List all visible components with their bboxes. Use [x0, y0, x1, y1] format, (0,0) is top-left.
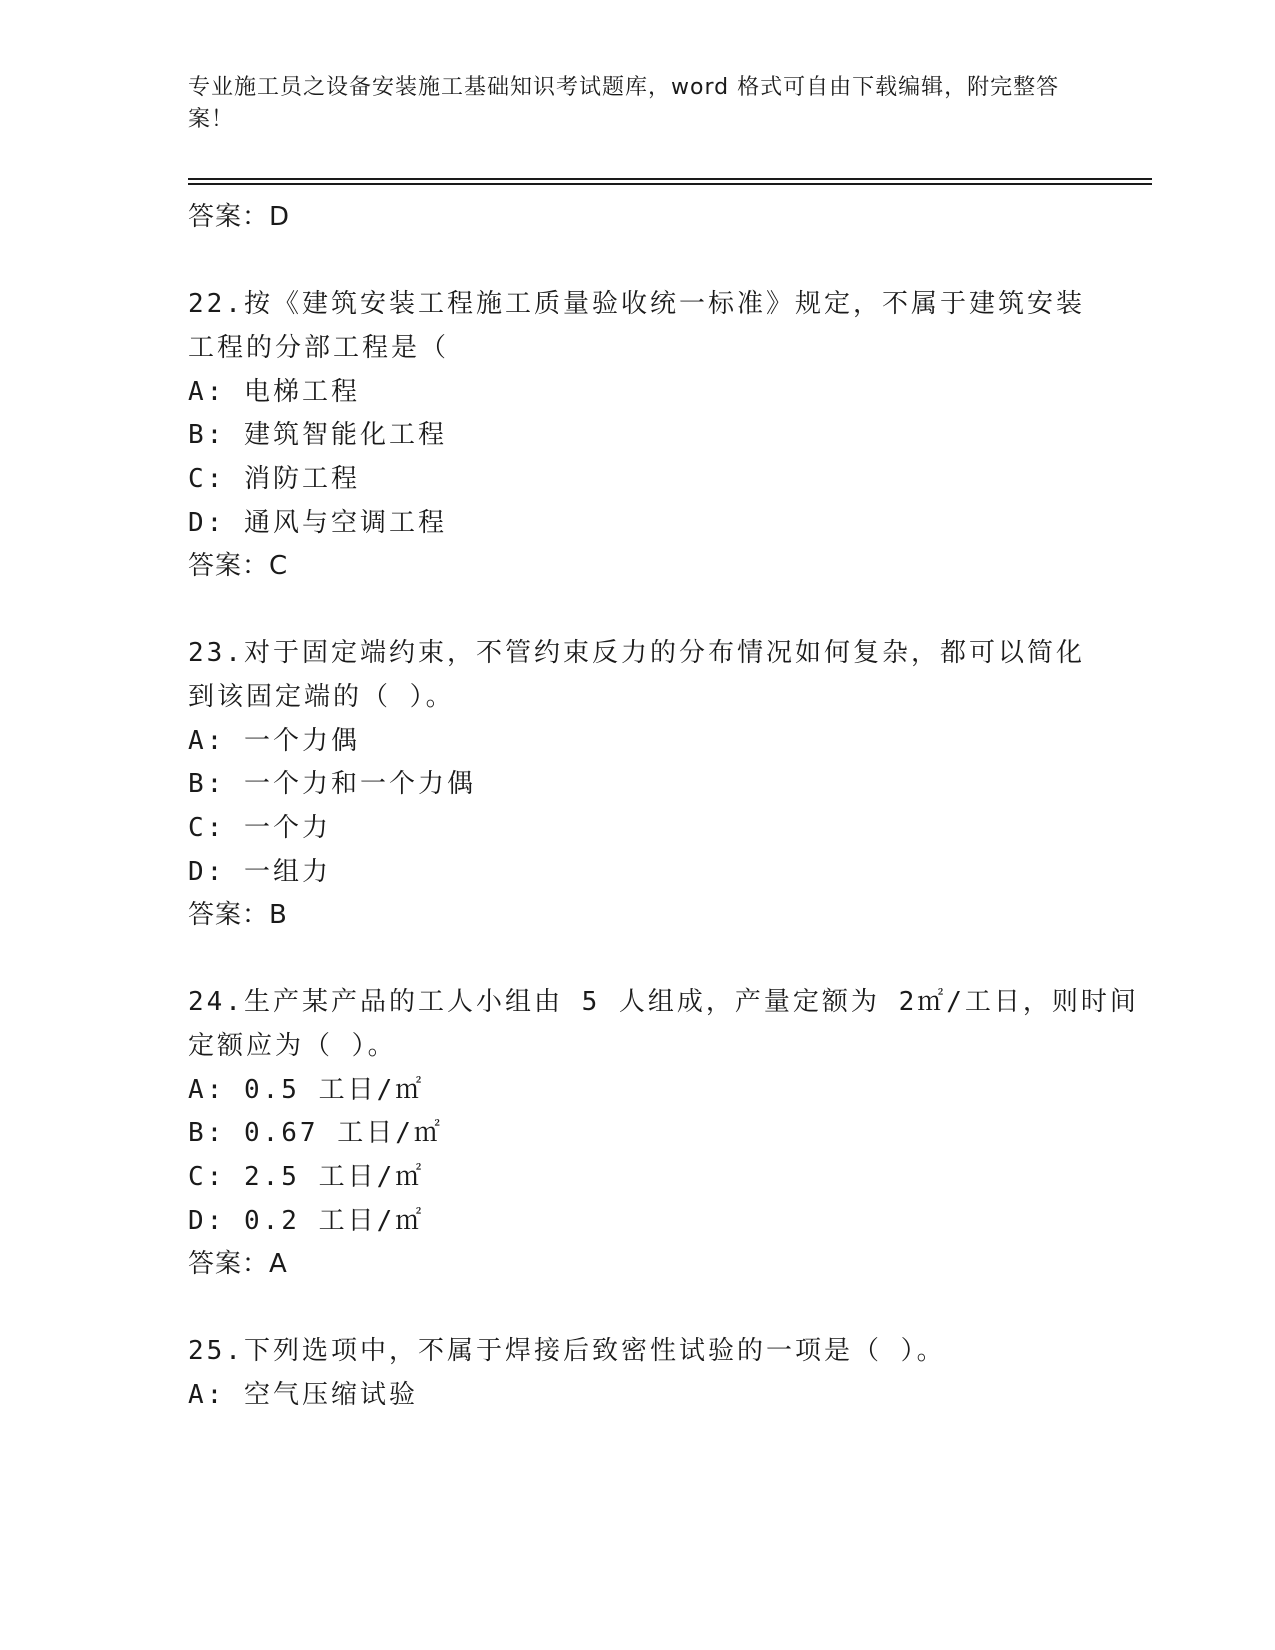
question-text: 工程的分部工程是（	[188, 333, 450, 363]
answer-text: 答案：B	[188, 900, 288, 930]
answer-text: 答案：A	[188, 1249, 288, 1279]
option-text: A: 0.5 工日/㎡	[188, 1075, 425, 1105]
answer-text: 答案：C	[188, 551, 289, 581]
option-text: B: 一个力和一个力偶	[188, 769, 476, 799]
option-text: D: 0.2 工日/㎡	[188, 1206, 425, 1236]
question-text: 到该固定端的（ ）。	[188, 682, 455, 712]
option-text: B: 建筑智能化工程	[188, 420, 447, 450]
option-text: A: 一个力偶	[188, 726, 360, 756]
header-divider-top	[188, 178, 1152, 180]
question-text: 22.按《建筑安装工程施工质量验收统一标准》规定，不属于建筑安装	[188, 289, 1085, 319]
question-text: 24.生产某产品的工人小组由 5 人组成，产量定额为 2㎡/工日，则时间	[188, 987, 1139, 1017]
question-text: 25.下列选项中，不属于焊接后致密性试验的一项是（ ）。	[188, 1336, 946, 1366]
document-intro: 专业施工员之设备安装施工基础知识考试题库，word 格式可自由下载编辑，附完整答案！	[188, 75, 1060, 132]
option-text: C: 2.5 工日/㎡	[188, 1162, 425, 1192]
option-text: B: 0.67 工日/㎡	[188, 1118, 443, 1148]
option-text: C: 一个力	[188, 813, 331, 843]
option-text: A: 空气压缩试验	[188, 1380, 418, 1410]
question-text: 23.对于固定端约束，不管约束反力的分布情况如何复杂，都可以简化	[188, 638, 1085, 668]
answer-text: 答案：D	[188, 202, 291, 232]
option-text: A: 电梯工程	[188, 377, 360, 407]
option-text: C: 消防工程	[188, 464, 360, 494]
option-text: D: 通风与空调工程	[188, 508, 447, 538]
header-divider-bottom	[188, 183, 1152, 185]
question-text: 定额应为（ ）。	[188, 1031, 397, 1061]
option-text: D: 一组力	[188, 857, 331, 887]
